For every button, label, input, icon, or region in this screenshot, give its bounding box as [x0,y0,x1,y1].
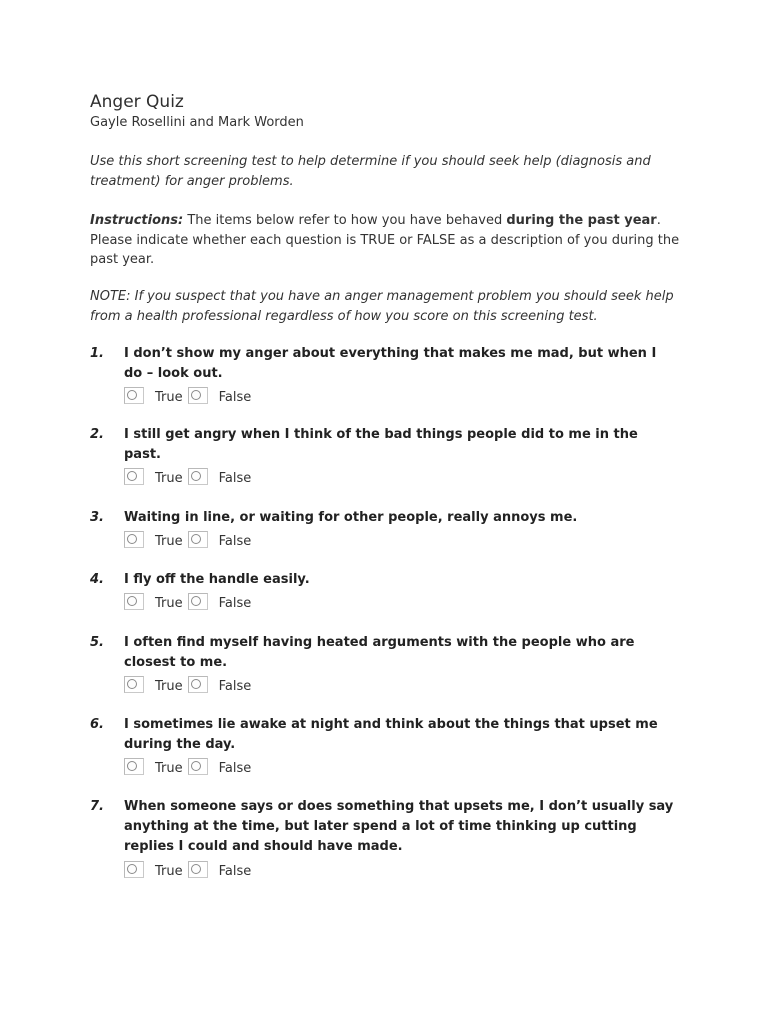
instructions-label: Instructions: [90,213,184,228]
answer-options [124,858,256,878]
question-number: 2. [90,427,104,442]
note-paragraph: NOTE: If you suspect that you have an anger management problem you should seek help from a health professional regardless of how you score on this screening test. [90,289,674,324]
instructions-text-before: The items below refer to how you have behaved [183,213,507,228]
question-text: I still get angry when I think of the bad things people did to me in the past. [124,427,638,462]
false-radio[interactable] [188,758,208,775]
false-label: False [218,471,252,486]
answer-options [124,465,256,485]
document-authors: Gayle Rosellini and Mark Worden [90,115,304,130]
true-radio[interactable] [124,468,144,485]
true-radio[interactable] [124,758,144,775]
instructions-text-after: . Please indicate whether each question is TRUE or FALSE as a description of you during the past year. [90,213,680,267]
question-number: 3. [90,510,104,525]
question-text: Waiting in line, or waiting for other people, really annoys me. [124,510,578,525]
true-label: True [155,761,183,776]
true-radio[interactable] [124,593,144,610]
document-title: Anger Quiz [90,92,184,112]
false-label: False [218,596,252,611]
true-label: True [155,534,183,549]
true-label: True [155,390,183,405]
question-text: I sometimes lie awake at night and think about the things that upset me during the day. [124,717,658,752]
true-label: True [155,864,183,879]
true-radio[interactable] [124,387,144,404]
false-label: False [218,864,252,879]
question-text: I don’t show my anger about everything that makes me mad, but when I do – look out. [124,346,657,381]
false-label: False [218,679,252,694]
question-text: I often find myself having heated arguments with the people who are closest to me. [124,635,635,670]
false-radio[interactable] [188,531,208,548]
false-label: False [218,761,252,776]
answer-options [124,755,256,775]
question-number: 7. [90,799,104,814]
false-label: False [218,390,252,405]
answer-options [124,384,256,404]
answer-options [124,590,256,610]
true-radio[interactable] [124,531,144,548]
intro-paragraph: Use this short screening test to help determine if you should seek help (diagnosis and treatment) for anger problems. [90,154,651,189]
true-label: True [155,596,183,611]
false-radio[interactable] [188,676,208,693]
question-number: 6. [90,717,104,732]
question-text: I fly off the handle easily. [124,572,310,587]
question-number: 5. [90,635,104,650]
true-label: True [155,679,183,694]
question-text: When someone says or does something that upsets me, I don’t usually say anything at the time, but later spend a lot of time thinking up cutting replies I could and should have made. [124,799,674,854]
instructions-emphasis: during the past year [506,213,657,228]
false-radio[interactable] [188,861,208,878]
question-number: 4. [90,572,104,587]
true-radio[interactable] [124,861,144,878]
false-radio[interactable] [188,593,208,610]
false-radio[interactable] [188,468,208,485]
question-number: 1. [90,346,104,361]
instructions-paragraph [90,211,680,270]
true-radio[interactable] [124,676,144,693]
true-label: True [155,471,183,486]
answer-options [124,528,256,548]
answer-options [124,673,256,693]
false-label: False [218,534,252,549]
false-radio[interactable] [188,387,208,404]
